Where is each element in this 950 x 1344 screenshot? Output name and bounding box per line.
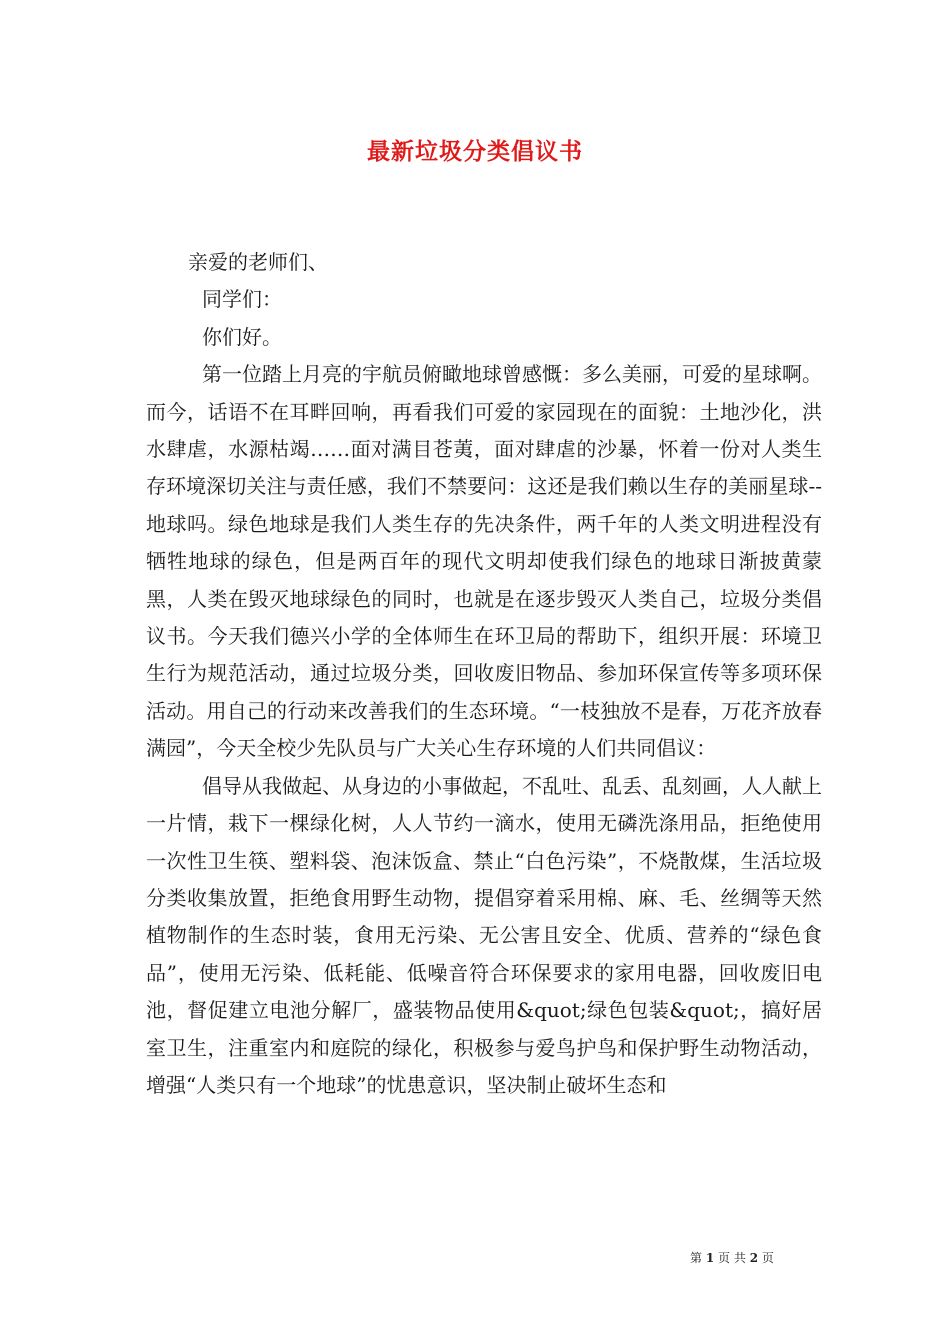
document-body: [146, 244, 822, 1104]
page-footer: [690, 1249, 820, 1266]
greeting-hello: 你们好。: [202, 324, 282, 349]
greeting-teachers: 亲爱的老师们、: [188, 250, 328, 274]
greeting-students: 同学们：: [202, 287, 282, 312]
footer-suffix: 页: [761, 1251, 774, 1265]
document-title: 最新垃圾分类倡议书: [367, 138, 583, 165]
footer-prefix: 第: [690, 1251, 703, 1265]
paragraph-proposal: 倡导从我做起、从身边的小事做起，不乱吐、乱丢、乱刻画，人人献上一片情，栽下一棵绿化树，人人节约一滴水，使用无磷洗涤用品，拒绝使用一次性卫生筷、塑料袋、泡沫饭盒、禁止“白色污染”，不烧散煤，生活垃圾分类收集放置，拒绝食用野生动物，提倡穿着采用棉、麻、毛、丝绸等天然植物制作的生态时装，食用无污染、无公害且安全、优质、营养的“绿色食品”，使用无污染、低耗能、低噪音符合环保要求的家用电器，回收废旧电池，督促建立电池分解厂，盛装物品使用&quot;绿色包装&quot;，搞好居室卫生，注重室内和庭院的绿化，积极参与爱鸟护鸟和保护野生动物活动，增强“人类只有一个地球”的忧患意识，坚决制止破坏生态和: [146, 773, 822, 1097]
footer-middle: 页 共: [718, 1251, 746, 1265]
footer-total-pages: 2: [749, 1251, 759, 1265]
footer-current-page: 1: [705, 1251, 715, 1265]
paragraph-intro: 第一位踏上月亮的宇航员俯瞰地球曾感慨：多么美丽，可爱的星球啊。而今，话语不在耳畔回响，再看我们可爱的家园现在的面貌：土地沙化，洪水肆虐，水源枯竭……面对满目苍荑，面对肆虐的沙暴，怀着一份对人类生存环境深切关注与责任感，我们不禁要问：这还是我们赖以生存的美丽星球--地球吗。绿色地球是我们人类生存的先决条件，两千年的人类文明进程没有牺牲地球的绿色，但是两百年的现代文明却使我们绿色的地球日渐披黄蒙黑，人类在毁灭地球绿色的同时，也就是在逐步毁灭人类自己，垃圾分类倡议书。今天我们德兴小学的全体师生在环卫局的帮助下，组织开展：环境卫生行为规范活动，通过垃圾分类，回收废旧物品、参加环保宣传等多项环保活动。用自己的行动来改善我们的生态环境。“一枝独放不是春，万花齐放春满园”，今天全校少先队员与广大关心生存环境的人们共同倡议：: [146, 362, 822, 761]
